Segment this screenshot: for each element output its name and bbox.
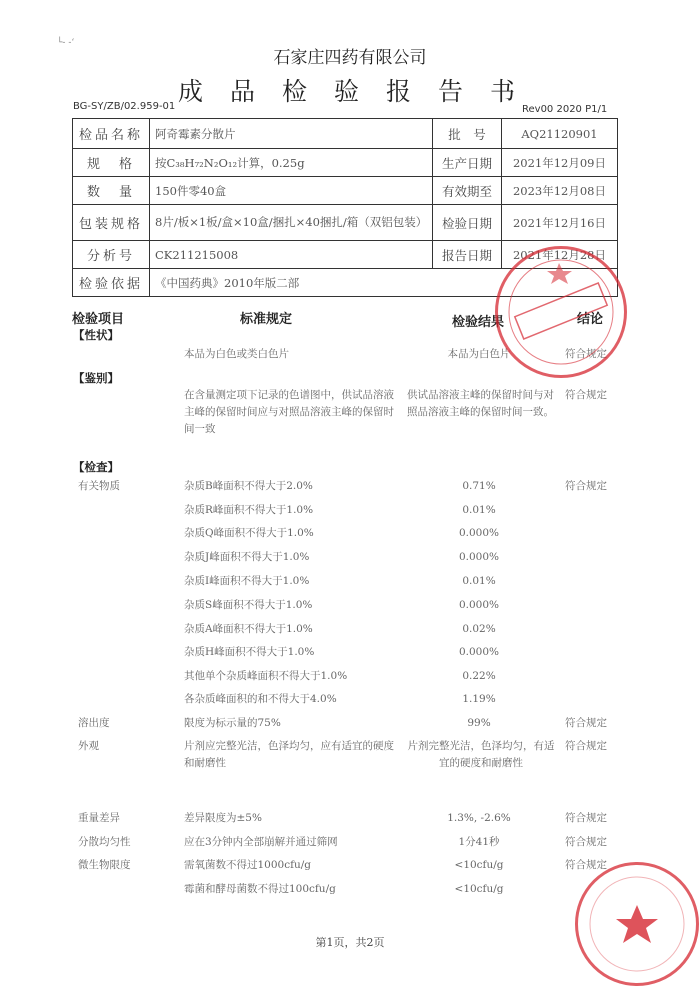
microbial-standard: 需氧菌数不得过1000cfu/g: [184, 859, 312, 871]
quantity-value: 150件零40盒: [150, 177, 433, 205]
expiry-label: 有效期至: [433, 177, 502, 205]
mold-yeast-result: <10cfu/g: [454, 883, 504, 895]
related-substances-label: 有关物质: [78, 480, 120, 492]
document-number: BG-SY/ZB/02.959-01: [73, 101, 176, 112]
packing-value: 8片/板×1板/盒×10盒/捆扎×40捆扎/箱（双铝包装）: [150, 205, 433, 241]
impurity-standard: 杂质B峰面积不得大于2.0%: [184, 480, 313, 492]
impurity-result: 0.22%: [462, 670, 496, 682]
weight-variation-label: 重量差异: [78, 812, 120, 824]
page-footer: 第1页，共2页: [315, 936, 385, 949]
company-name: 石家庄四药有限公司: [273, 48, 427, 68]
related-substances-conclusion: 符合规定: [565, 480, 607, 492]
distributor-stamp: [575, 862, 699, 986]
spec-label: 规 格: [73, 149, 150, 177]
impurity-result: 0.01%: [462, 575, 496, 587]
revision-label: Rev00 2020 P1/1: [522, 104, 608, 115]
microbial-limit-label: 微生物限度: [78, 859, 131, 871]
impurity-standard: 杂质J峰面积不得大于1.0%: [184, 551, 310, 563]
impurity-result: 0.02%: [462, 623, 496, 635]
analysis-no-label: 分析号: [73, 241, 150, 269]
impurity-result: 1.19%: [462, 693, 496, 705]
section-appearance: 【性状】: [73, 328, 119, 342]
report-date-value: 2021年12月28日: [502, 241, 618, 269]
appearance-test-result: 片剂完整光洁，色泽均匀，有适宜的硬度和耐磨性: [407, 740, 555, 769]
impurity-standard: 杂质S峰面积不得大于1.0%: [184, 599, 313, 611]
appearance-test-label: 外观: [78, 740, 99, 752]
test-date-value: 2021年12月16日: [502, 205, 618, 241]
test-date-label: 检验日期: [433, 205, 502, 241]
dispersion-conclusion: 符合规定: [565, 836, 607, 848]
identification-conclusion: 符合规定: [565, 389, 607, 401]
packing-label: 包装规格: [73, 205, 150, 241]
basis-value: 《中国药典》2010年版二部: [150, 269, 618, 297]
quality-center-stamp: [495, 246, 627, 378]
report-title: 成品检验报告书: [177, 77, 542, 106]
impurity-standard: 杂质I峰面积不得大于1.0%: [184, 575, 310, 587]
col-result-header: 检验结果: [452, 315, 505, 330]
identification-standard: 在含量测定项下记录的色谱图中，供试品溶液主峰的保留时间应与对照品溶液主峰的保留时间一致: [184, 389, 394, 435]
col-conclusion-header: 结论: [577, 312, 604, 327]
mold-yeast-standard: 霉菌和酵母菌数不得过100cfu/g: [184, 883, 336, 895]
impurity-result: 0.000%: [458, 646, 500, 658]
quantity-label: 数 量: [73, 177, 150, 205]
batch-label: 批 号: [433, 119, 502, 149]
dissolution-result: 99%: [467, 717, 491, 729]
impurity-result: 0.000%: [458, 551, 500, 563]
appearance-conclusion: 符合规定: [565, 348, 607, 360]
corner-mark: └- -‘: [57, 38, 75, 48]
dissolution-standard: 限度为标示量的75%: [184, 717, 281, 729]
impurity-result: 0.000%: [458, 527, 500, 539]
impurity-result: 0.01%: [462, 504, 496, 516]
section-identification: 【鉴别】: [73, 371, 119, 385]
impurity-result: 0.000%: [458, 599, 500, 611]
analysis-no-value: CK211215008: [150, 241, 433, 269]
section-tests: 【检查】: [73, 460, 119, 474]
impurity-standard: 杂质A峰面积不得大于1.0%: [184, 623, 313, 635]
report-date-label: 报告日期: [433, 241, 502, 269]
weight-variation-result: 1.3%, -2.6%: [447, 812, 511, 824]
impurity-standard: 杂质R峰面积不得大于1.0%: [184, 504, 314, 516]
impurity-standard: 杂质H峰面积不得大于1.0%: [184, 646, 315, 658]
impurity-result: 0.71%: [462, 480, 496, 492]
col-item-header: 检验项目: [72, 312, 125, 327]
appearance-standard: 本品为白色或类白色片: [184, 348, 289, 360]
microbial-conclusion: 符合规定: [565, 859, 607, 871]
product-name-value: 阿奇霉素分散片: [150, 119, 433, 149]
mfg-date-value: 2021年12月09日: [502, 149, 618, 177]
weight-variation-standard: 差异限度为±5%: [184, 812, 262, 824]
spec-value: 按C₃₈H₇₂N₂O₁₂计算，0.25g: [150, 149, 433, 177]
appearance-result: 本品为白色片: [447, 348, 511, 360]
dispersion-label: 分散均匀性: [78, 836, 131, 848]
dispersion-standard: 应在3分钟内全部崩解并通过筛网: [184, 836, 338, 848]
weight-variation-conclusion: 符合规定: [565, 812, 607, 824]
appearance-test-standard: 片剂应完整光洁，色泽均匀，应有适宜的硬度和耐磨性: [184, 740, 394, 769]
microbial-result: <10cfu/g: [454, 859, 504, 871]
dispersion-result: 1分41秒: [458, 836, 500, 848]
dissolution-label: 溶出度: [78, 717, 110, 729]
impurity-standard: 各杂质峰面积的和不得大于4.0%: [184, 693, 337, 705]
product-name-label: 检品名称: [73, 119, 150, 149]
impurity-standard: 杂质Q峰面积不得大于1.0%: [184, 527, 314, 539]
basis-label: 检验依据: [73, 269, 150, 297]
col-standard-header: 标准规定: [240, 312, 293, 327]
batch-value: AQ21120901: [502, 119, 618, 149]
expiry-value: 2023年12月08日: [502, 177, 618, 205]
appearance-test-conclusion: 符合规定: [565, 740, 607, 752]
identification-result: 供试品溶液主峰的保留时间与对照品溶液主峰的保留时间一致。: [407, 389, 554, 418]
mfg-date-label: 生产日期: [433, 149, 502, 177]
dissolution-conclusion: 符合规定: [565, 717, 607, 729]
impurity-standard: 其他单个杂质峰面积不得大于1.0%: [184, 670, 348, 682]
